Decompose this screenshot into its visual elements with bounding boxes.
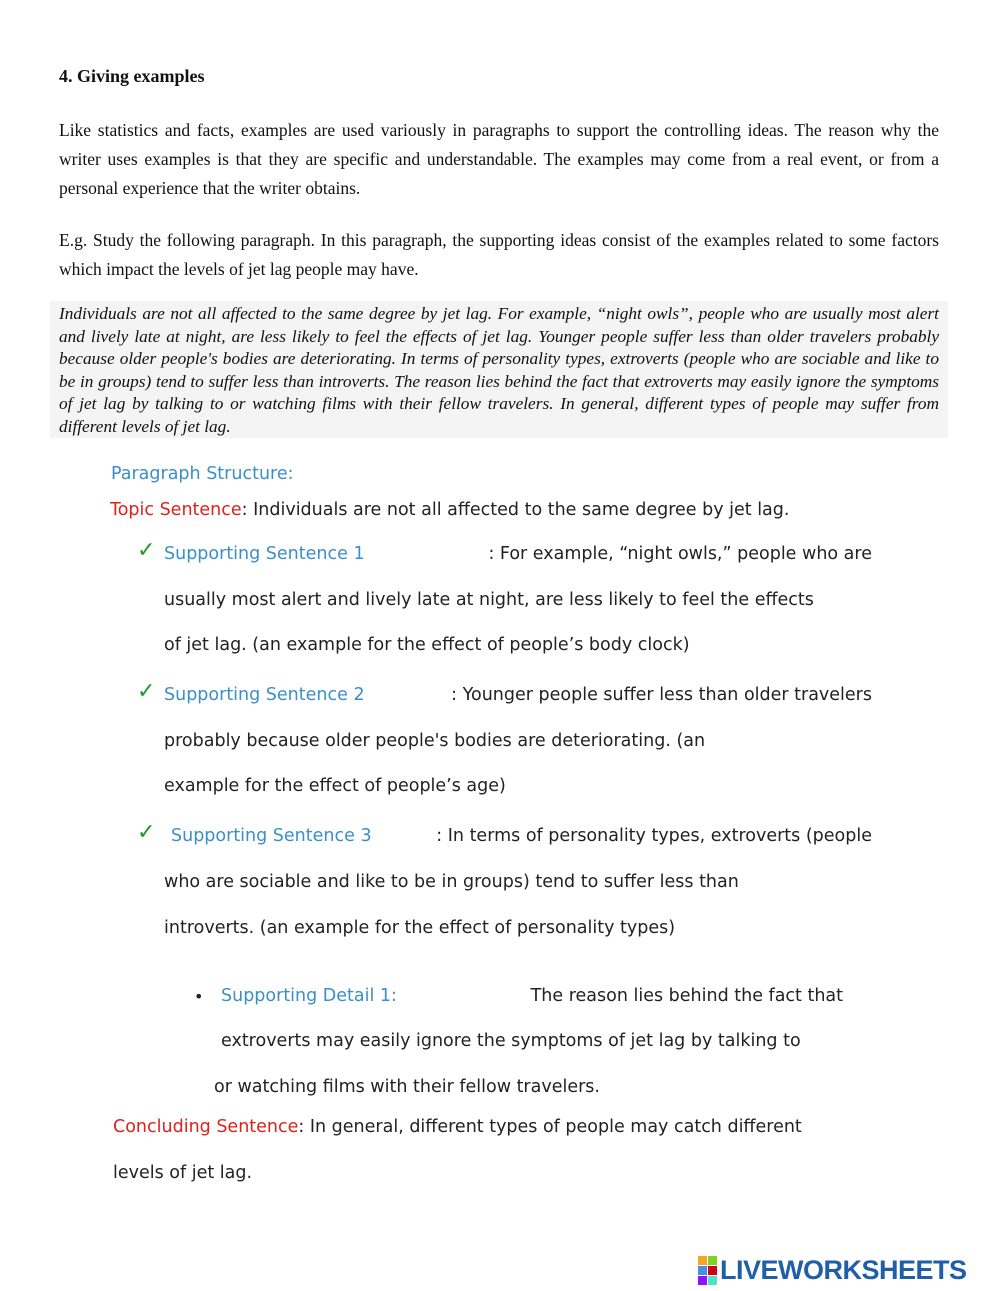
topic-text: : Individuals are not all affected to the same degree by jet lag. bbox=[241, 500, 790, 520]
ss3-line3: introverts. (an example for the effect of personality types) bbox=[164, 918, 676, 938]
ss2-line2: probably because older people's bodies are deteriorating. (an bbox=[164, 731, 706, 751]
ss1-line3: of jet lag. (an example for the effect of people’s body clock) bbox=[164, 635, 690, 655]
check-icon: ✓ bbox=[137, 679, 156, 704]
ss1-line1: Supporting Sentence 1 : For example, “night owls,” people who are bbox=[164, 544, 872, 564]
concl-label: Concluding Sentence bbox=[113, 1117, 299, 1137]
liveworksheets-logo bbox=[698, 1255, 967, 1286]
ss3-label: Supporting Sentence 3 bbox=[171, 826, 372, 846]
eg-paragraph: E.g. Study the following paragraph. In this paragraph, the supporting ideas consist of the examples related to some factors which impact the levels of jet lag people may have. bbox=[59, 230, 939, 279]
logo-text: LIVEWORKSHEETS bbox=[720, 1255, 967, 1285]
ss2-label: Supporting Sentence 2 bbox=[164, 685, 365, 705]
intro-paragraph: Like statistics and facts, examples are used variously in paragraphs to support the controlling ideas. The reason why the writer uses examples is that they are specific and understandable. The examples may come from a real event, or from a personal experience that the writer obtains. bbox=[59, 120, 939, 198]
sd1-line2: extroverts may easily ignore the symptoms of jet lag by talking to bbox=[221, 1031, 801, 1051]
section-heading: 4. Giving examples bbox=[59, 66, 205, 86]
topic-sentence bbox=[110, 500, 789, 520]
sd1-label: Supporting Detail 1: bbox=[221, 986, 397, 1006]
check-icon: ✓ bbox=[137, 538, 156, 563]
concluding-sentence: Concluding Sentence: In general, different types of people may catch different bbox=[113, 1117, 802, 1137]
sd1-line1: Supporting Detail 1: The reason lies behind the fact that bbox=[221, 986, 843, 1006]
structure-title: Paragraph Structure: bbox=[111, 464, 294, 484]
ss2-line3: example for the effect of people’s age) bbox=[164, 776, 506, 796]
sd1-line3: or watching films with their fellow travelers. bbox=[214, 1077, 600, 1097]
bullet-icon: • bbox=[194, 987, 204, 1006]
check-icon: ✓ bbox=[137, 820, 156, 845]
concl-line2: levels of jet lag. bbox=[113, 1163, 253, 1183]
example-paragraph-box bbox=[50, 301, 948, 438]
topic-label: Topic Sentence bbox=[110, 500, 242, 520]
ss3-line1: Supporting Sentence 3 : In terms of personality types, extroverts (people bbox=[171, 826, 872, 846]
example-paragraph: Individuals are not all affected to the same degree by jet lag. For example, “night owls”, people who are usually most alert and lively late at night, are less likely to feel the effects of jet lag. Younger people suffer less than older travelers probably because older people's bodies are deteriorating. In terms of personality types, extroverts (people who are sociable and like to be in groups) tend to suffer less than introverts. The reason lies behind the fact that extroverts may easily ignore the symptoms of jet lag by talking to or watching films with their fellow travelers. In general, different types of people may suffer from different levels of jet lag. bbox=[59, 304, 939, 436]
ss1-label: Supporting Sentence 1 bbox=[164, 544, 365, 564]
ss2-line1: Supporting Sentence 2 : Younger people suffer less than older travelers bbox=[164, 685, 872, 705]
logo-blocks-icon bbox=[698, 1256, 717, 1285]
ss1-line2: usually most alert and lively late at night, are less likely to feel the effects bbox=[164, 590, 814, 610]
ss3-line2: who are sociable and like to be in groups) tend to suffer less than bbox=[164, 872, 739, 892]
